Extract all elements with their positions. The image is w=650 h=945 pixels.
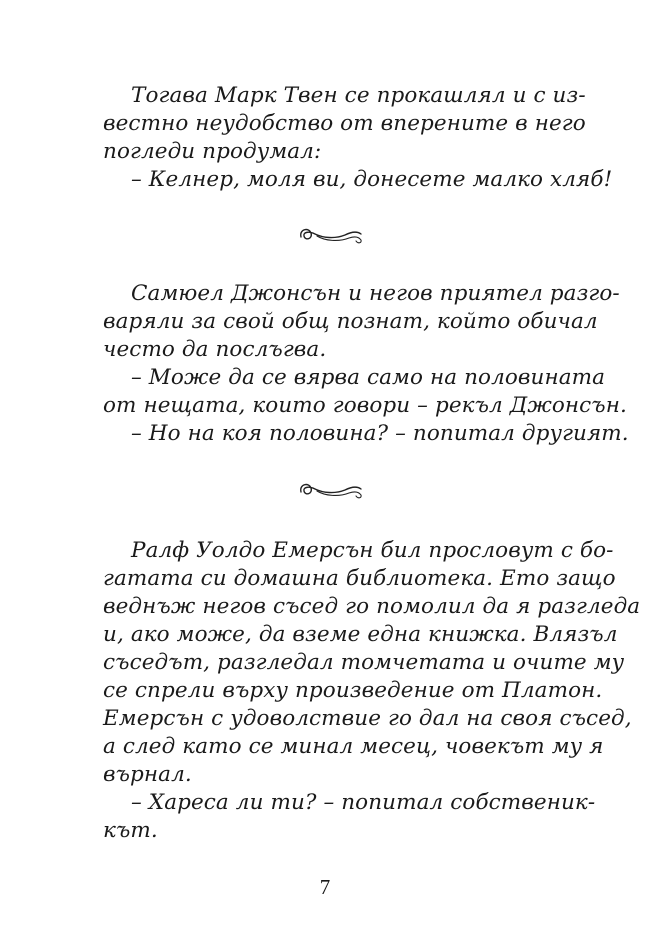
text-line: – Хареса ли ти? – попитал собственик- (131, 790, 596, 815)
text-line: често да послъгва. (103, 337, 327, 362)
text-line: а след като се минал месец, човекът му я (103, 734, 604, 759)
text-line: от нещата, които говори – рекъл Джонсън. (103, 393, 627, 418)
text-line: – Но на коя половина? – попитал другият. (131, 421, 629, 446)
text-line: и, ако може, да вземе една книжка. Влязъл (103, 622, 618, 647)
text-line: варяли за свой общ познат, който обичал (103, 309, 598, 334)
text-line: – Келнер, моля ви, донесете малко хляб! (131, 167, 613, 192)
text-line: Тогава Марк Твен се прокашлял и с из- (131, 83, 586, 108)
flourish-icon (295, 478, 365, 502)
text-line: вестно неудобство от вперените в него (103, 111, 586, 136)
text-line: кът. (103, 818, 158, 843)
text-line: върнал. (103, 762, 192, 787)
flourish-icon (295, 223, 365, 247)
text-line: веднъж негов съсед го помолил да я разгледа (103, 594, 641, 619)
text-line: се спрели върху произведение от Платон. (103, 678, 603, 703)
text-line: Ралф Уолдо Емерсън бил прословут с бо- (131, 538, 614, 563)
text-line: гатата си домашна библиотека. Ето защо (103, 566, 616, 591)
text-line: – Може да се вярва само на половината (131, 365, 606, 390)
page-number: 7 (319, 875, 331, 899)
text-line: съседът, разгледал томчетата и очите му (103, 650, 625, 675)
text-line: погледи продумал: (103, 139, 322, 164)
text-line: Емерсън с удоволствие го дал на своя съсед, (103, 706, 632, 731)
text-line: Самюел Джонсън и негов приятел разго- (131, 281, 620, 306)
